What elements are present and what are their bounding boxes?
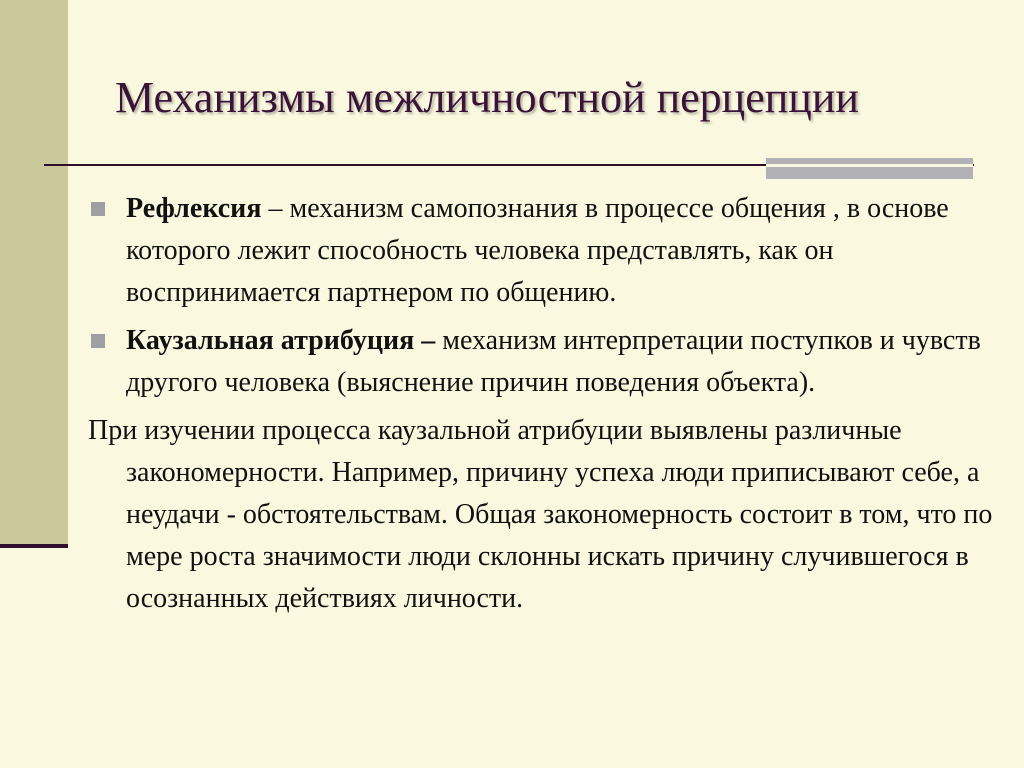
left-decor-rule	[0, 544, 68, 548]
bullet-term: Рефлексия	[126, 193, 262, 224]
title-accent-bar	[766, 158, 973, 179]
left-decor-strip	[0, 0, 68, 545]
bullet-text: – механизм самопознания в процессе общения , в основе которого лежит способность человека представлять, как он воспринимается партнером по общению.	[126, 193, 949, 308]
body-paragraph: При изучении процесса каузальной атрибуции выявлены различные закономерности. Например, причину успеха люди приписывают себе, а неудачи - обстоятельствам. Общая закономерность состоит в том, что по мере роста значимости люди склонны искать причину случившегося в осознанных действиях личности.	[88, 415, 993, 614]
bullet-item-causal-attribution	[88, 320, 1008, 404]
slide-title: Механизмы межличностной перцепции	[115, 73, 859, 122]
bullet-item-reflection	[88, 188, 1008, 314]
bullet-term: Каузальная атрибуция –	[126, 325, 436, 356]
square-bullet-icon	[91, 334, 105, 348]
square-bullet-icon	[91, 202, 105, 216]
slide-content	[88, 188, 1008, 620]
bullet-text: механизм интерпретации поступков и чувств другого человека (выяснение причин поведения объекта).	[126, 325, 981, 398]
